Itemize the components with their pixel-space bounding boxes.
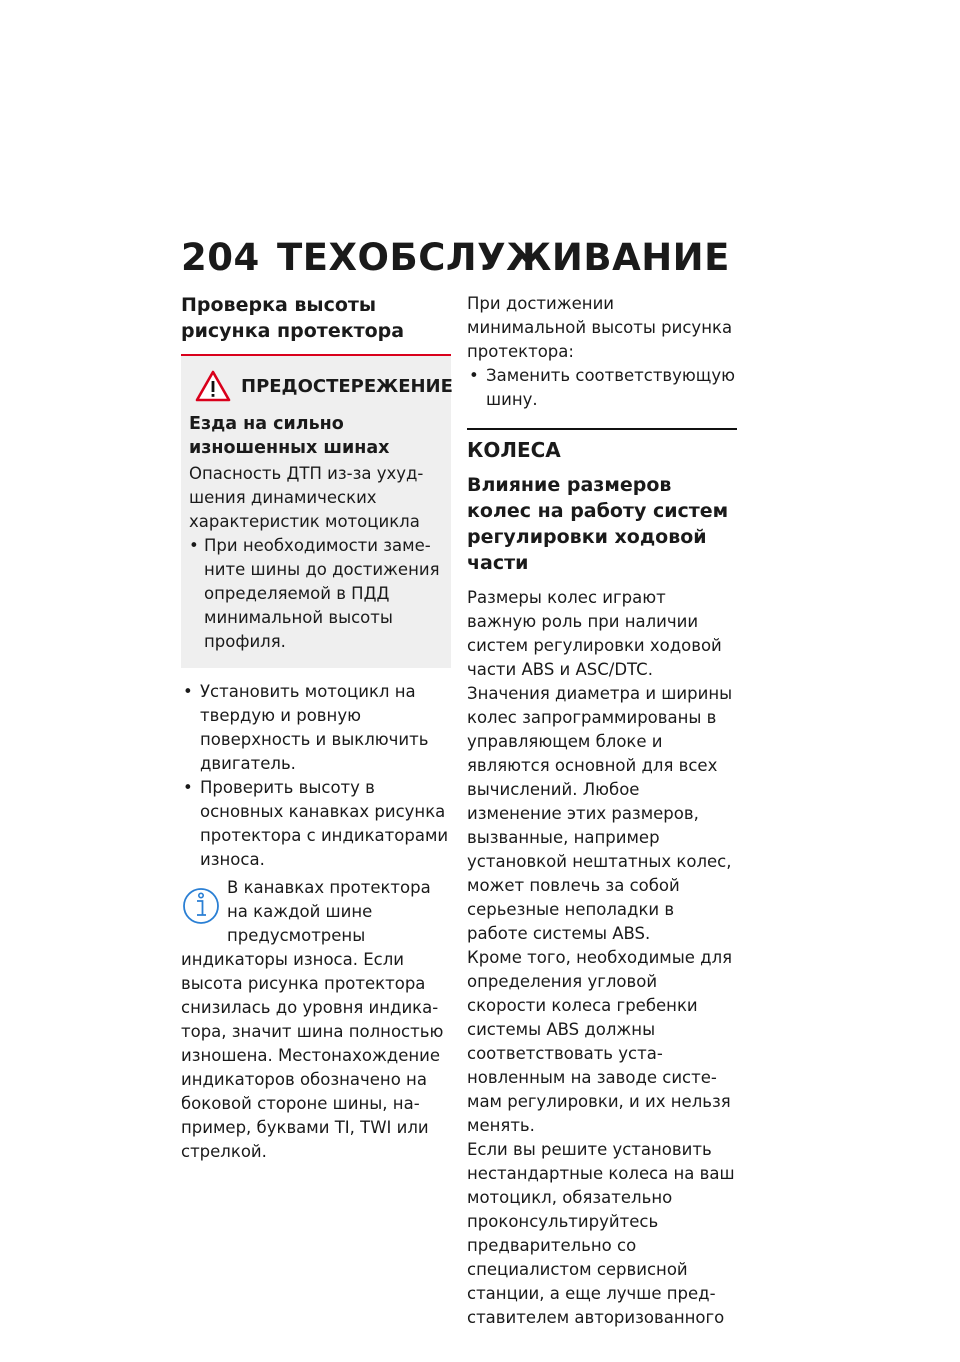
left-column	[181, 292, 451, 1164]
intro-text: При достижении минимальной высоты рисунка протектора:	[467, 294, 733, 361]
warning-text: Опасность ДТП из-за ухудшения динамических характеристик мотоцикла	[189, 464, 424, 531]
right-column	[467, 292, 737, 1330]
body-paragraph: Размеры колес играют важную роль при наличии систем регулировки ходовой части ABS и ASC/DTC. Значения диаметра и ширины колес запрограммированы в управляющем блоке и являются основной для всех вычислений. Любое изменение этих размеров, вызванные, например установкой нештатных колес, может повлечь за собой серьезные неполадки в работе системы ABS.	[467, 588, 733, 943]
body-paragraph: Если вы решите установить нестандартные колеса на ваш мотоцикл, обязательно проконсультируйтесь предварительно со специалистом сервисной станции, а еще лучше представителем авторизованного	[467, 1140, 735, 1327]
section-title-tread: Проверка высоты рисунка протектора	[181, 294, 405, 342]
info-note	[181, 876, 451, 1164]
warning-label: ПРЕДОСТЕРЕЖЕНИЕ	[241, 375, 453, 397]
warning-list	[189, 534, 443, 654]
body-paragraph: Кроме того, необходимые для определения угловой скорости колеса гребенки системы ABS должны соответствовать установленным на заводе системам регулировки, и их нельзя менять.	[467, 948, 733, 1135]
chapter-title: ТЕХОБСЛУЖИВАНИЕ	[277, 236, 730, 279]
section-rule	[467, 428, 737, 430]
warning-bullet: • При необходимости замените шины до достижения определяемой в ПДД минимальной высоты профиля.	[189, 534, 443, 654]
replace-list	[467, 364, 737, 412]
steps-list	[181, 680, 451, 872]
warning-triangle-icon	[195, 370, 231, 402]
warning-box	[181, 356, 451, 668]
section-title-wheels: КОЛЕСА	[467, 438, 561, 462]
page-number: 204	[181, 236, 260, 279]
subsection-title: Влияние размеров колес на работу систем регулировки ходовой части	[467, 474, 729, 574]
replace-bullet: • Заменить соответствующую шину.	[467, 364, 737, 412]
warning-subtitle: Езда на сильно изношенных шинах	[189, 414, 390, 458]
warning-header	[189, 370, 453, 402]
page-header	[181, 236, 730, 279]
step-item: • Проверить высоту в основных канавках рисунка протектора с индикаторами износа.	[181, 776, 451, 872]
step-item: • Установить мотоцикл на твердую и ровную поверхность и выключить двигатель.	[181, 680, 451, 776]
info-icon	[181, 882, 221, 926]
note-text: В канавках протектора на каждой шине предусмотрены индикаторы износа. Если высота рисунка протектора снизилась до уровня индикатора, значит шина полностью изношена. Местонахождение индикаторов обозначено на боковой стороне шины, например, буквами TI, TWI или стрелкой.	[181, 878, 444, 1161]
